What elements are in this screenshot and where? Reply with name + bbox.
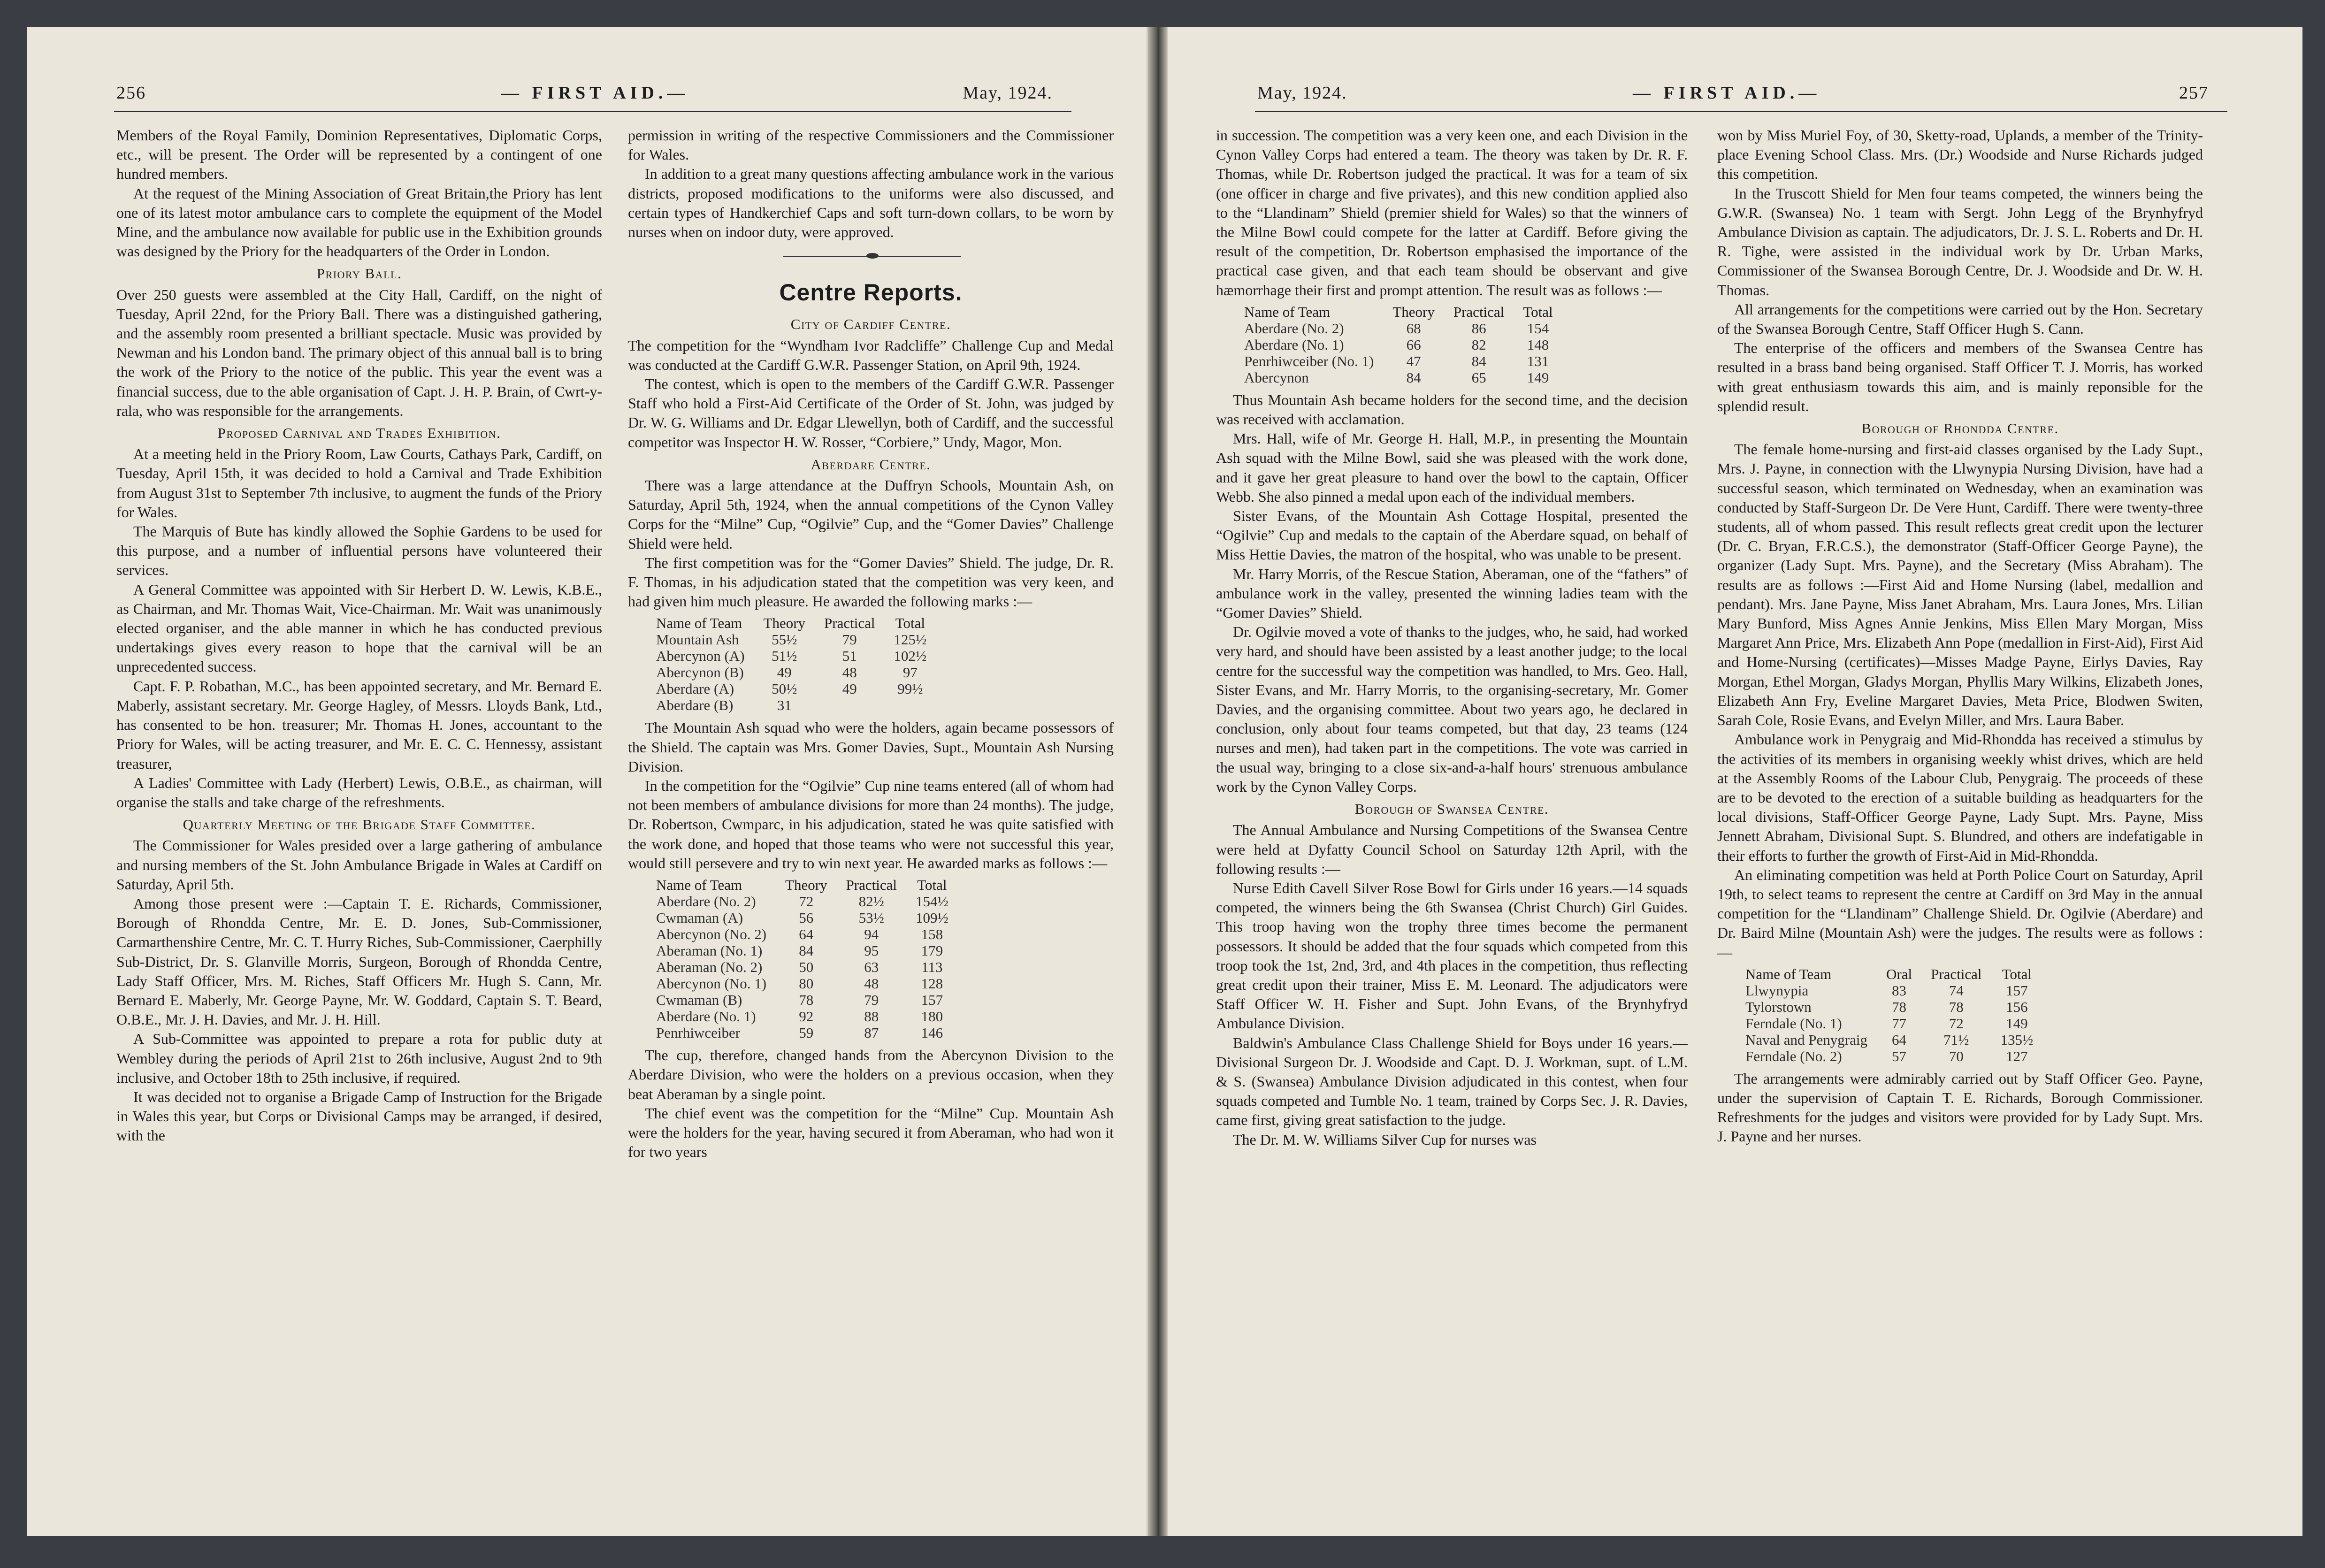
table-cell: 92 xyxy=(799,1008,814,1025)
paragraph: Ambulance work in Penygraig and Mid-Rhondda has received a stimulus by the activities of its members in organising weekly whist drives, which are held at the Assembly Rooms of the Labour Club, Penygraig. The proceeds of these are to be devoted to the erection of a suitable building as headquarters for the local divisions, Staff-Officer George Payne, Lady Supt. Mrs. Payne, Miss Jennett Abraham, Divisional Supt. S. Blundred, and others are indefatigable in their efforts to further the growth of First-Aid in Mid-Rhondda. xyxy=(1717,731,2203,864)
left-page xyxy=(27,27,1148,1536)
table-cell: Aberdare (B) xyxy=(656,697,734,714)
table-cell xyxy=(894,697,946,713)
table-cell: Abercynon (B) xyxy=(656,664,744,681)
paragraph: The arrangements were admirably carried out by Staff Officer Geo. Payne, under the supervision of Captain T. E. Richards, Borough Commissioner. Refreshments for the judges and visitors were provided for by Lady Supt. Mrs. J. Payne and her nurses. xyxy=(1717,1070,2203,1145)
table-header-row xyxy=(656,877,967,893)
table-header-cell: Name of Team xyxy=(656,877,742,894)
paragraph: permission in writing of the respective Commissioners and the Commissioner for Wales. xyxy=(628,127,1114,163)
table-cell: 51 xyxy=(842,648,857,665)
issue-date: May, 1924. xyxy=(1257,83,1347,103)
results-table-milne xyxy=(1244,304,1572,386)
paragraph: The Mountain Ash squad who were the holders, again became possessors of the Shield. The captain was Mrs. Gomer Davies, Supt., Mountain Ash Nursing Division. xyxy=(628,719,1114,775)
table-cell: Tylorstown xyxy=(1745,998,1812,1015)
table-cell: 97 xyxy=(902,664,918,681)
paragraph: At the request of the Mining Association of Great Britain,the Priory has lent one of its latest motor ambulance cars to complete the equipment of the Model Mine, and the ambulance now available for public use in the Exhibition grounds was designed by the Priory for the headquarters of the Order in London. xyxy=(116,184,602,260)
table-cell: 84 xyxy=(799,942,814,959)
table-cell: 95 xyxy=(864,942,879,959)
table-row xyxy=(656,926,967,942)
paragraph: The Commissioner for Wales presided over a large gathering of ambulance and nursing members of the St. John Ambulance Brigade in Wales at Cardiff on Saturday, April 5th. xyxy=(116,837,602,893)
section-heading: City of Cardiff Centre. xyxy=(790,316,951,333)
table-cell: Aberdare (No. 1) xyxy=(656,1008,756,1025)
paragraph: Dr. Ogilvie moved a vote of thanks to the judges, who, he said, had worked very hard, and should have been assisted by a least another judge; to the local centre for the successful way the competition was handled, to Mrs. Geo. Hall, Sister Evans, and Mr. Harry Morris, to the organising-secretary, Mr. Gomer Davies, and the organising committee. About two years ago, he declared in conclusion, only about four teams competed, but that day, 23 teams (124 nurses and men), had taken part in the competitions. The vote was carried in the usual way, bringing to a close six-and-a-half hours' strenuous ambulance work by the Cynon Valley Corps. xyxy=(1216,623,1688,795)
paragraph: Over 250 guests were assembled at the City Hall, Cardiff, on the night of Tuesday, April 22nd, for the Priory Ball. There was a distinguished gathering, and the assembly room presented a brilliant spectacle. Music was provided by Newman and his London band. The primary object of this annual ball is to bring the work of the Priory to the notice of the public. This year the event was a financial success, due to the able organisation of Capt. J. H. P. Brain, of Cwrt-y-rala, who was responsible for the arrangements. xyxy=(116,286,602,419)
paragraph: There was a large attendance at the Duffryn Schools, Mountain Ash, on Saturday, April 5th, 1924, when the annual competitions of the Cynon Valley Corps for the “Milne” Cup, “Ogilvie” Cup, and the “Gomer Davies” Challenge Shield were held. xyxy=(628,477,1114,552)
section-heading: Proposed Carnival and Trades Exhibition. xyxy=(217,425,501,442)
section-heading: Priory Ball. xyxy=(316,265,402,282)
right-column-1 xyxy=(1216,126,1688,1149)
table-row xyxy=(1745,999,2052,1015)
table-header-cell: Practical xyxy=(846,877,897,894)
table-cell: Aberdare (No. 2) xyxy=(656,893,756,910)
table-cell: 57 xyxy=(1892,1048,1907,1064)
paragraph: Capt. F. P. Robathan, M.C., has been appointed secretary, and Mr. Bernard E. Maberly, assistant secretary. Mr. George Hagley, of Messrs. Lloyds Bank, Ltd., has consented to be hon. treasurer; Mr. Thomas H. Jones, accountant to the Priory for Wales, will be acting treasurer, and Mr. E. C. C. Hennessy, assistant treasurer, xyxy=(116,677,602,772)
table-cell: 48 xyxy=(842,664,857,681)
header-rule xyxy=(114,111,1071,112)
table-cell: 180 xyxy=(921,1008,943,1025)
table-cell: 66 xyxy=(1406,336,1421,353)
table-cell: 49 xyxy=(777,664,792,681)
paragraph: In the competition for the “Ogilvie” Cup nine teams entered (all of whom had not been members of ambulance divisions for more than 24 months). The judge, Dr. Robertson, Cwmparc, in his adjudication, stated he was quite satisfied with the work done, and hoped that those teams who were not successful this year, would still persevere and try to win next year. He awarded marks as follows :— xyxy=(628,777,1114,872)
section-heading: Quarterly Meeting of the Brigade Staff Committee. xyxy=(183,816,536,833)
table-cell: 127 xyxy=(2006,1048,2028,1064)
paragraph: All arrangements for the competitions were carried out by the Hon. Secretary of the Swansea Borough Centre, Staff Officer Hugh S. Cann. xyxy=(1717,300,2203,337)
paragraph: In addition to a great many questions affecting ambulance work in the various districts, proposed modifications to the uniforms were also discussed, and certain types of Handkerchief Caps and soft turn-down collars, to be worn by nurses when on indoor duty, were approved. xyxy=(628,165,1114,241)
table-cell: 146 xyxy=(921,1025,943,1041)
paragraph: The first competition was for the “Gomer Davies” Shield. The judge, Dr. R. F. Thomas, in his adjudication stated that the competition was very keen, and had given him much pleasure. He awarded the following marks :— xyxy=(628,554,1114,610)
table-cell: 82 xyxy=(1471,336,1486,353)
table-row xyxy=(656,959,967,975)
table-cell: 65 xyxy=(1471,369,1486,386)
table-cell: 86 xyxy=(1471,320,1486,337)
table-cell: 64 xyxy=(1892,1031,1907,1048)
table-cell: Aberdare (A) xyxy=(656,681,734,697)
table-header-cell: Total xyxy=(2002,965,2032,982)
table-cell: 55½ xyxy=(772,631,797,648)
table-cell: 99½ xyxy=(897,681,923,697)
table-cell: 84 xyxy=(1471,352,1486,369)
page-number: 257 xyxy=(2179,83,2209,103)
table-cell: 79 xyxy=(864,992,879,1009)
issue-date: May, 1924. xyxy=(963,83,1053,103)
table-cell: 109½ xyxy=(916,910,948,926)
table-cell: Abercynon (No. 2) xyxy=(656,926,767,943)
book-gutter xyxy=(1148,27,1167,1536)
table-cell: 48 xyxy=(864,975,879,992)
table-cell: Ferndale (No. 1) xyxy=(1745,1015,1842,1032)
table-cell: 82½ xyxy=(858,893,884,910)
table-cell: 51½ xyxy=(772,648,797,665)
table-header-cell: Practical xyxy=(1931,965,1982,982)
table-cell: Ferndale (No. 2) xyxy=(1745,1048,1842,1064)
table-cell: 50½ xyxy=(772,681,797,697)
table-cell: Penrhiwceiber xyxy=(656,1025,741,1041)
paragraph: The contest, which is open to the members of the Cardiff G.W.R. Passenger Staff who hold a First-Aid Certificate of the Order of St. John, was judged by Dr. W. G. Williams and Dr. Edgar Llewellyn, both of Cardiff, and the successful competitor was Inspector H. W. Rosser, “Corbiere,” Undy, Magor, Mon. xyxy=(628,375,1114,451)
table-row xyxy=(1244,337,1572,353)
table-cell: 113 xyxy=(921,959,943,976)
table-cell: 149 xyxy=(1527,369,1549,386)
table-cell: Cwmaman (B) xyxy=(656,992,742,1009)
table-cell: 156 xyxy=(2006,998,2028,1015)
table-cell: 49 xyxy=(842,681,857,697)
table-cell: 63 xyxy=(864,959,879,976)
header-rule xyxy=(1255,111,2227,112)
table-cell: 72 xyxy=(799,893,814,910)
table-row xyxy=(1745,1048,2052,1064)
paragraph: Mr. Harry Morris, of the Rescue Station, Aberaman, one of the “fathers” of ambulance work in the valley, presented the winning ladies team with the “Gomer Davies” Shield. xyxy=(1216,565,1688,621)
results-table-llandinam xyxy=(1745,966,2052,1064)
table-row xyxy=(1745,1032,2052,1048)
left-column-1 xyxy=(116,126,602,1146)
table-cell: Aberaman (No. 2) xyxy=(656,959,763,976)
table-cell: 72 xyxy=(1949,1015,1964,1032)
section-heading: Borough of Rhondda Centre. xyxy=(1861,420,2059,437)
table-cell: 128 xyxy=(921,975,943,992)
table-cell: 179 xyxy=(921,942,943,959)
table-cell: 158 xyxy=(921,926,943,943)
table-cell: 157 xyxy=(2006,982,2028,999)
table-header-row xyxy=(656,615,945,631)
table-cell: 94 xyxy=(864,926,879,943)
paragraph: The Annual Ambulance and Nursing Competitions of the Swansea Centre were held at Dyfatty Council School on Saturday 12th April, with the following results :— xyxy=(1216,821,1688,877)
table-cell: 77 xyxy=(1892,1015,1907,1032)
table-cell: 53½ xyxy=(858,910,884,926)
page-number: 256 xyxy=(116,83,146,103)
left-column-2 xyxy=(628,126,1114,1162)
table-row xyxy=(1244,320,1572,337)
table-cell: Penrhiwceiber (No. 1) xyxy=(1244,352,1374,369)
paragraph: The cup, therefore, changed hands from the Abercynon Division to the Aberdare Division, who were the holders on a previous occasion, when they beat Aberaman by a single point. xyxy=(628,1047,1114,1102)
table-cell: 71½ xyxy=(1943,1031,1969,1048)
paragraph: Thus Mountain Ash became holders for the second time, and the decision was received with acclamation. xyxy=(1216,391,1688,428)
table-cell: 154½ xyxy=(916,893,948,910)
paragraph: A Sub-Committee was appointed to prepare a rota for public duty at Wembley during the periods of April 21st to 26th inclusive, August 2nd to 9th inclusive, and October 18th to 25th inclusive, if required. xyxy=(116,1030,602,1086)
paragraph: A General Committee was appointed with Sir Herbert D. W. Lewis, K.B.E., as Chairman, and Mr. Thomas Wait, Vice-Chairman. Mr. Wait was unanimously elected organiser, and the able manner in which he has conducted previous undertakings gives every reason to hope that the carnival will be an unprecedented success. xyxy=(116,581,602,675)
paragraph: A Ladies' Committee with Lady (Herbert) Lewis, O.B.E., as chairman, will organise the stalls and take charge of the refreshments. xyxy=(116,774,602,811)
right-column-2 xyxy=(1717,126,2203,1147)
table-row xyxy=(656,893,967,910)
table-cell: 78 xyxy=(799,992,814,1009)
table-header-row xyxy=(1745,966,2052,982)
table-row xyxy=(656,697,945,713)
results-table-ogilvie xyxy=(656,877,967,1041)
right-page-header xyxy=(1257,83,2223,111)
paragraph: Mrs. Hall, wife of Mr. George H. Hall, M.P., in presenting the Mountain Ash squad with the Milne Bowl, said she was pleased with the work done, and it gave her great pleasure to hand over the bowl to the captain, Officer Webb. She also pinned a medal upon each of the individual members. xyxy=(1216,430,1688,505)
table-cell: 59 xyxy=(799,1025,814,1041)
table-header-cell: Practical xyxy=(1453,303,1505,320)
table-cell: 83 xyxy=(1892,982,1907,999)
table-row xyxy=(656,1025,967,1041)
paragraph: At a meeting held in the Priory Room, Law Courts, Cathays Park, Cardiff, on Tuesday, April 15th, it was decided to hold a Carnival and Trade Exhibition from August 31st to September 7th inclusive, to augment the funds of the Priory for Wales. xyxy=(116,445,602,520)
section-ornament xyxy=(628,242,1114,270)
table-cell: 47 xyxy=(1406,352,1421,369)
table-cell: 88 xyxy=(864,1008,879,1025)
table-cell: 70 xyxy=(1949,1048,1964,1064)
paragraph: The chief event was the competition for the “Milne” Cup. Mountain Ash were the holders for the year, having secured it from Aberaman, who had won it for two years xyxy=(628,1104,1114,1161)
paragraph: In the Truscott Shield for Men four teams competed, the winners being the G.W.R. (Swansea) No. 1 team with Sergt. John Legg of the Brynhyfryd Ambulance Division as captain. The adjudicators, Dr. J. S. L. Roberts and Dr. H. R. Tighe, were assisted in the individual work by Dr. Urban Marks, Commissioner of the Swansea Borough Centre, Dr. J. Woodside and Dr. W. H. Thomas. xyxy=(1717,184,2203,298)
table-cell: 125½ xyxy=(894,631,927,648)
table-cell: 135½ xyxy=(2000,1031,2034,1048)
table-cell: 78 xyxy=(1892,998,1907,1015)
table-header-cell: Oral xyxy=(1886,965,1912,982)
table-row xyxy=(1244,353,1572,369)
table-row xyxy=(1745,982,2052,999)
table-cell: 87 xyxy=(864,1025,879,1041)
paragraph: The female home-nursing and first-aid classes organised by the Lady Supt., Mrs. J. Payne, in connection with the Llwynypia Nursing Division, have had a successful season, which terminated on Wednesday, when an examination was conducted by Staff-Surgeon Dr. De Vere Hunt, Cardiff. There were twenty-three students, all of whom passed. This result reflects great credit upon the lecturer (Dr. C. Bryan, F.R.C.S.), the demonstrator (Staff-Officer George Payne), the organizer (Lady Supt. Mrs. Payne), and the Secretary (Miss Abraham). The results are as follows :—First Aid and Home Nursing (label, medallion and pendant). Mrs. Jane Payne, Miss Janet Abraham, Mrs. Laura Jones, Mrs. Lilian Mary Bunford, Miss Agnes Annie Jenkins, Miss Ellen Mary Morgan, Miss Margaret Ann Price, Mrs. Elizabeth Ann Pope (medallion in First-Aid), First Aid and Home-Nursing (certificates)—Misses Madge Payne, Eirlys Davies, Ray Morgan, Ethel Morgan, Gladys Morgan, Phyllis Mary Wilkins, Elizabeth Jones, Elizabeth Ann Fry, Eveline Margaret Davies, Meta Price, Blodwen Switen, Sarah Cole, Rosie Evans, and Evelyn Miller, and Mrs. Laura Baber. xyxy=(1717,441,2203,729)
table-cell: Abercynon xyxy=(1244,369,1309,386)
table-header-cell: Theory xyxy=(1392,303,1435,320)
table-header-cell: Total xyxy=(1523,303,1553,320)
table-header-cell: Name of Team xyxy=(1745,965,1832,982)
paragraph: An eliminating competition was held at Porth Police Court on Saturday, April 19th, to select teams to represent the centre at Cardiff on 3rd May in the annual competition for the “Llandinam” Challenge Shield. Dr. Ogilvie (Aberdare) and Dr. Baird Milne (Mountain Ash) were the judges. The results were as follows :— xyxy=(1717,866,2203,961)
centre-reports-title: Centre Reports. xyxy=(779,279,963,306)
table-header-row xyxy=(1244,304,1572,320)
paragraph: won by Miss Muriel Foy, of 30, Sketty-road, Uplands, a member of the Trinity-place Evening School Class. Mrs. (Dr.) Woodside and Nurse Richards judged this competition. xyxy=(1717,127,2203,183)
right-page xyxy=(1167,27,2302,1536)
table-header-cell: Total xyxy=(895,615,925,632)
table-row xyxy=(656,975,967,992)
section-heading: Borough of Swansea Centre. xyxy=(1354,801,1549,818)
table-cell: Aberdare (No. 2) xyxy=(1244,320,1344,337)
table-cell: 74 xyxy=(1949,982,1964,999)
table-cell: 56 xyxy=(799,910,814,926)
table-cell: 148 xyxy=(1527,336,1549,353)
left-page-header xyxy=(116,83,1067,111)
table-cell: 64 xyxy=(799,926,814,943)
table-row xyxy=(656,992,967,1008)
paragraph: The Dr. M. W. Williams Silver Cup for nurses was xyxy=(1233,1131,1537,1148)
table-cell: Mountain Ash xyxy=(656,631,739,648)
paragraph: in succession. The competition was a very keen one, and each Division in the Cynon Valley Corps had entered a team. The theory was taken by Dr. R. F. Thomas, while Dr. Robertson judged the practical. It was for a team of six (one officer in charge and five privates), and this new condition applied also to the “Llandinam” Shield (premier shield for Wales) so that the winners of the Milne Bowl could compete for the latter at Cardiff. Before giving the result of the competition, Dr. Robertson emphasised the importance of the practical case given, and that each team should be observant and give hæmorrhage their first and prompt attention. The result was as follows :— xyxy=(1216,127,1688,298)
table-row xyxy=(656,1008,967,1025)
paragraph: It was decided not to organise a Brigade Camp of Instruction for the Brigade in Wales this year, but Corps or Divisional Camps may be arranged, if desired, with the xyxy=(116,1088,602,1144)
paragraph: The Marquis of Bute has kindly allowed the Sophie Gardens to be used for this purpose, and a number of influential persons have volunteered their services. xyxy=(116,523,602,579)
table-header-cell: Theory xyxy=(785,877,827,894)
table-cell: 80 xyxy=(799,975,814,992)
table-row xyxy=(656,910,967,926)
paragraph: Among those present were :—Captain T. E. Richards, Commissioner, Borough of Rhondda Centre, Mr. E. D. Jones, Sub-Commissioner, Carmarthenshire Centre, Mr. C. T. Hurry Riches, Sub-Commissioner, Caerphilly Sub-District, Dr. S. Glanville Morris, Surgeon, Borough of Rhondda Centre, Lady Staff Officer, Mrs. M. Riches, Staff Officers Mr. Hugh S. Cann, Mr. Bernard E. Maberly, Mr. George Payne, Mr. W. Goddard, Captain S. T. Beard, O.B.E., Mr. J. H. Davies, and Mr. J. H. Hill. xyxy=(116,895,602,1028)
paragraph: Sister Evans, of the Mountain Ash Cottage Hospital, presented the “Ogilvie” Cup and medals to the captain of the Aberdare squad, on behalf of Miss Hettie Davies, the matron of the hospital, who was unable to be present. xyxy=(1216,507,1688,563)
table-row xyxy=(656,648,945,664)
table-cell: Naval and Penygraig xyxy=(1745,1031,1867,1048)
table-row xyxy=(656,942,967,959)
section-heading: Aberdare Centre. xyxy=(811,456,931,473)
table-row xyxy=(656,681,945,697)
paragraph: The competition for the “Wyndham Ivor Radcliffe” Challenge Cup and Medal was conducted at the Cardiff G.W.R. Passenger Station, on April 9th, 1924. xyxy=(628,337,1114,373)
running-title: — FIRST AID.— xyxy=(501,83,689,103)
table-cell: Cwmaman (A) xyxy=(656,910,743,926)
table-cell: 154 xyxy=(1527,320,1549,337)
table-header-cell: Name of Team xyxy=(1244,303,1331,320)
table-cell: 31 xyxy=(777,697,792,714)
table-cell: Abercynon (A) xyxy=(656,648,745,665)
running-title: — FIRST AID.— xyxy=(1633,83,1821,103)
results-table-gomer-davies xyxy=(656,615,945,713)
paragraph: The enterprise of the officers and members of the Swansea Centre has resulted in a brass band being organised. Staff Officer T. J. Morris, has worked with great enthusiasm towards this aim, and is mainly reponsible for the splendid result. xyxy=(1717,339,2203,414)
table-header-cell: Practical xyxy=(824,615,875,632)
table-header-cell: Name of Team xyxy=(656,615,742,632)
table-row xyxy=(656,664,945,681)
table-header-cell: Theory xyxy=(763,615,806,632)
table-cell xyxy=(824,697,894,713)
table-row xyxy=(1244,369,1572,386)
table-cell: 79 xyxy=(842,631,857,648)
table-cell: 131 xyxy=(1527,352,1549,369)
table-cell: Aberaman (No. 1) xyxy=(656,942,763,959)
table-cell: Llwynypia xyxy=(1745,982,1809,999)
paragraph: Members of the Royal Family, Dominion Representatives, Diplomatic Corps, etc., will be present. The Order will be represented by a contingent of one hundred members. xyxy=(116,127,602,183)
table-cell: 149 xyxy=(2006,1015,2028,1032)
table-cell: 84 xyxy=(1406,369,1421,386)
table-row xyxy=(656,631,945,648)
paragraph: Nurse Edith Cavell Silver Rose Bowl for Girls under 16 years.—14 squads competed, the winners being the 6th Swansea (Christ Church) Girl Guides. This troop having won the trophy three times become the permanent possessors. It should be added that the four squads which competed from this troop took the 1st, 2nd, 3rd, and 4th places in the competition, thus reflecting great credit upon their trainer, Miss E. M. Leonard. The adjudicators were Staff Officer W. H. Fisher and Supt. John Evans, of the Brynhyfryd Ambulance Division. xyxy=(1216,879,1688,1032)
table-header-cell: Total xyxy=(917,877,947,894)
table-cell: 78 xyxy=(1949,998,1964,1015)
table-row xyxy=(1745,1015,2052,1032)
paragraph: Baldwin's Ambulance Class Challenge Shield for Boys under 16 years.—Divisional Surgeon Dr. J. Woodside and Capt. D. J. Workman, supt. of L.M. & S. (Swansea) Ambulance Division adjudicated in this contest, when four squads competed and Tumble No. 1 team, trained by Corps Sec. J. R. Davies, came first, giving great satisfaction to the judge. xyxy=(1216,1034,1688,1129)
table-cell: Abercynon (No. 1) xyxy=(656,975,767,992)
table-cell: 68 xyxy=(1406,320,1421,337)
table-cell: Aberdare (No. 1) xyxy=(1244,336,1344,353)
table-cell: 157 xyxy=(921,992,943,1009)
table-cell: 102½ xyxy=(894,648,927,665)
table-cell: 50 xyxy=(799,959,814,976)
